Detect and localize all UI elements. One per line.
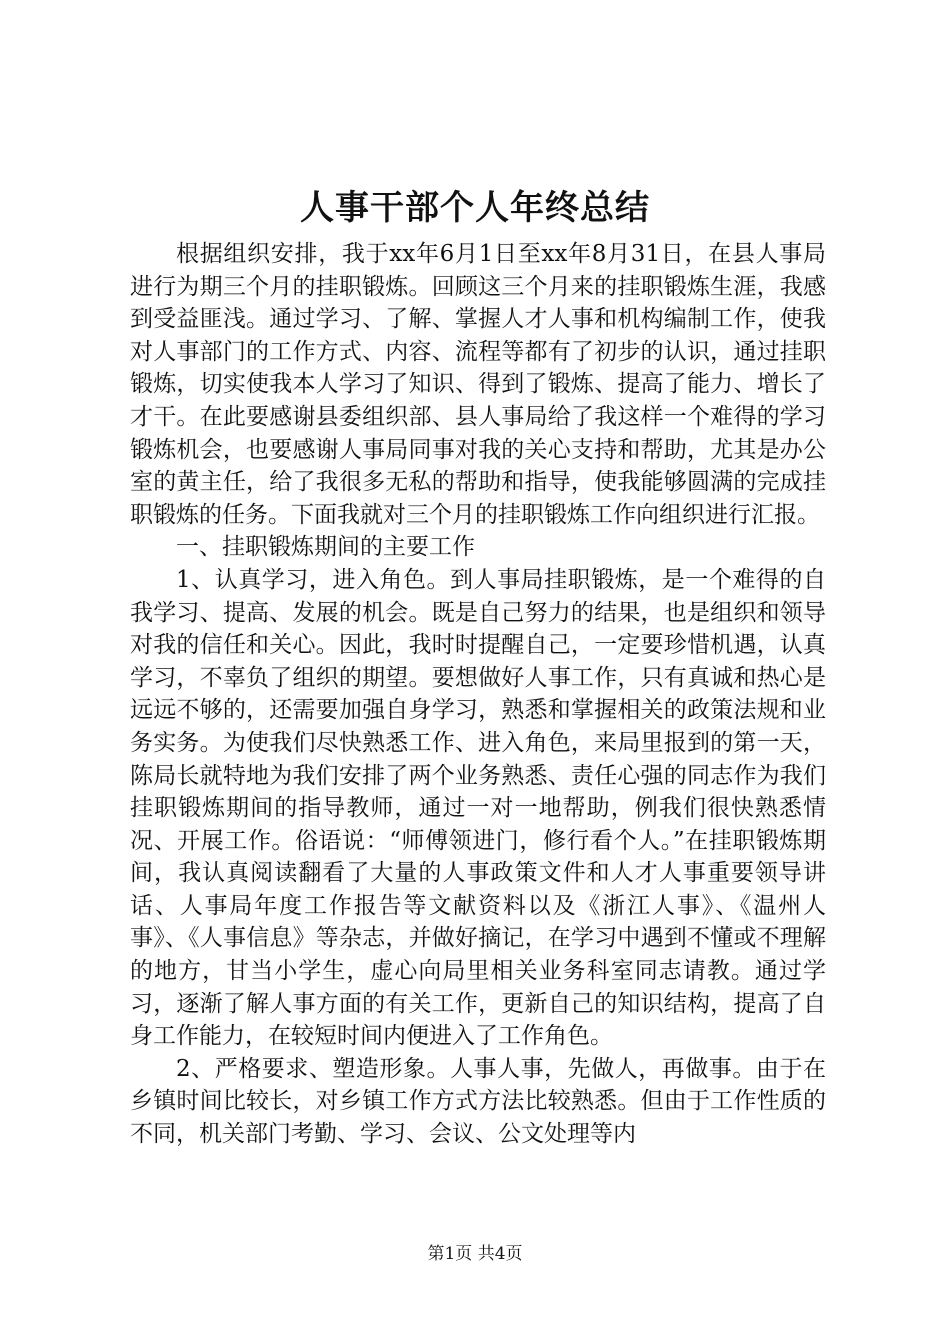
section-heading: 一、挂职锻炼期间的主要工作 bbox=[176, 534, 475, 561]
page-number-footer: 第1页 共4页 bbox=[427, 1244, 523, 1264]
intro-paragraph: 根据组织安排，我于xx年6月1日至xx年8月31日，在县人事局进行为期三个月的挂职锻炼。回顾这三个月来的挂职锻炼生涯，我感到受益匪浅。通过学习、了解、掌握人才人事和机构编制工作，使我对人事部门的工作方式、内容、流程等都有了初步的认识，通过挂职锻炼，切实使我本人学习了知识、得到了锻炼、提高了能力、增长了才干。在此要感谢县委组织部、县人事局给了我这样一个难得的学习锻炼机会，也要感谢人事局同事对我的关心支持和帮助，尤其是办公室的黄主任，给了我很多无私的帮助和指导，使我能够圆满的完成挂职锻炼的任务。下面我就对三个月的挂职锻炼工作向组织进行汇报。 bbox=[130, 241, 826, 528]
work-item-2-paragraph: 2、严格要求、塑造形象。人事人事，先做人，再做事。由于在乡镇时间比较长，对乡镇工作方式方法比较熟悉。但由于工作性质的不同，机关部门考勤、学习、会议、公文处理等内 bbox=[130, 1055, 826, 1148]
document-body bbox=[130, 238, 826, 1151]
work-item-1-paragraph: 1、认真学习，进入角色。到人事局挂职锻炼，是一个难得的自我学习、提高、发展的机会。既是自己努力的结果，也是组织和领导对我的信任和关心。因此，我时时提醒自己，一定要珍惜机遇，认真学习，不辜负了组织的期望。要想做好人事工作，只有真诚和热心是远远不够的，还需要加强自身学习，熟悉和掌握相关的政策法规和业务实务。为使我们尽快熟悉工作、进入角色，来局里报到的第一天，陈局长就特地为我们安排了两个业务熟悉、责任心强的同志作为我们挂职锻炼期间的指导教师，通过一对一地帮助，例我们很快熟悉情况、开展工作。俗语说：“师傅领进门，修行看个人。”在挂职锻炼期间，我认真阅读翻看了大量的人事政策文件和人才人事重要领导讲话、人事局年度工作报告等文献资料以及《浙江人事》、《温州人事》、《人事信息》等杂志，并做好摘记，在学习中遇到不懂或不理解的地方，甘当小学生，虚心向局里相关业务科室同志请教。通过学习，逐渐了解人事方面的有关工作，更新自己的知识结构，提高了自身工作能力，在较短时间内便进入了工作角色。 bbox=[130, 566, 826, 1050]
document-title: 人事干部个人年终总结 bbox=[300, 188, 650, 228]
